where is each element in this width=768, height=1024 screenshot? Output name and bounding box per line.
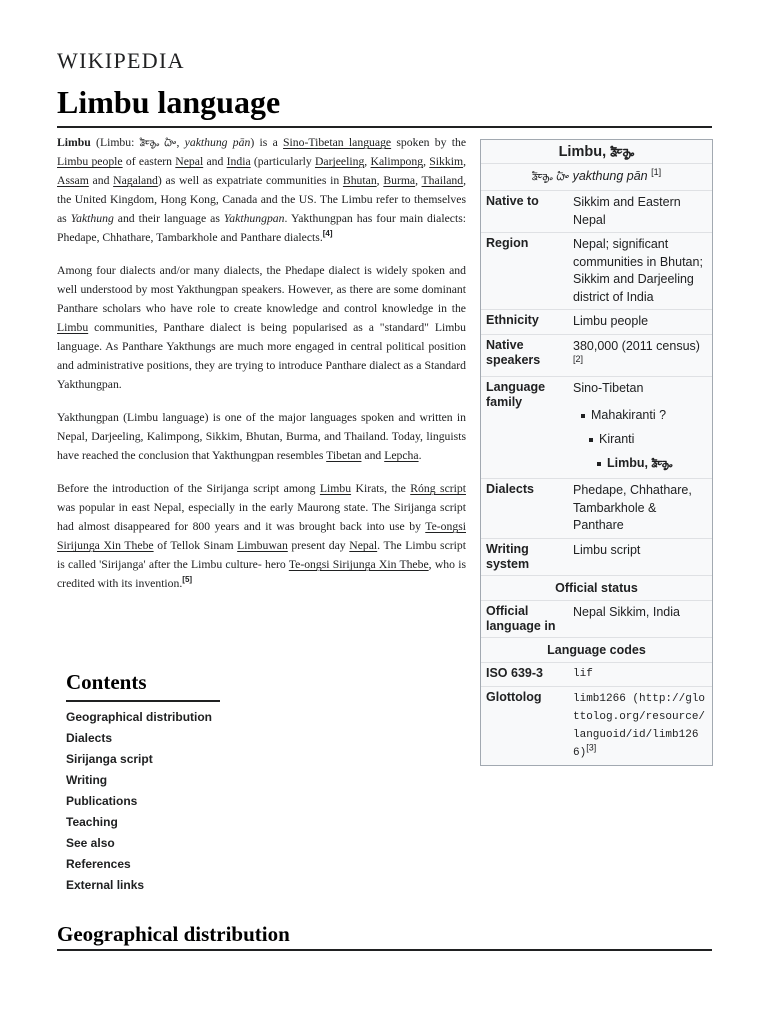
link-darjeeling[interactable]: Darjeeling bbox=[314, 155, 365, 168]
link-lepcha[interactable]: Lepcha bbox=[384, 449, 419, 462]
infobox-title: Limbu, ᤕᤠᤰᤌᤢᤱ bbox=[481, 140, 712, 164]
infobox-row-ethnicity: Ethnicity Limbu people bbox=[481, 310, 712, 335]
link-te-ongsi-sirijunga[interactable]: Te-ongsi Sirijunga Xin Thebe bbox=[57, 520, 466, 552]
toc-item[interactable]: Writing bbox=[66, 773, 108, 787]
family-tree-item: Limbu, ᤕᤠᤰᤌᤢᤱ bbox=[597, 451, 708, 475]
link-nepal[interactable]: Nepal bbox=[175, 155, 204, 168]
toc-item[interactable]: Geographical distribution bbox=[66, 710, 213, 724]
link-kalimpong[interactable]: Kalimpong bbox=[370, 155, 424, 168]
link-limbuwan[interactable]: Limbuwan bbox=[237, 539, 288, 552]
toc-item[interactable]: References bbox=[66, 857, 131, 871]
family-tree bbox=[573, 403, 708, 475]
language-infobox bbox=[480, 139, 713, 766]
infobox-row-language-family: Language family Sino-Tibetan Mahakiranti ? Kiranti Limbu, ᤕᤠᤰᤌᤢᤱ bbox=[481, 377, 712, 480]
article-body bbox=[57, 133, 466, 607]
link-te-ongsi-sirijunga-2[interactable]: Te-ongsi Sirijunga Xin Thebe bbox=[288, 558, 429, 571]
link-tibetan[interactable]: Tibetan bbox=[326, 449, 362, 462]
toc-item[interactable]: Teaching bbox=[66, 815, 118, 829]
reference-3[interactable]: [3] bbox=[586, 742, 597, 753]
infobox-section-language-codes: Language codes bbox=[481, 638, 712, 663]
link-nepal-2[interactable]: Nepal bbox=[349, 539, 378, 552]
toc-item[interactable]: Dialects bbox=[66, 731, 113, 745]
family-tree-item[interactable]: Mahakiranti ? bbox=[581, 403, 708, 427]
infobox-section-official-status: Official status bbox=[481, 576, 712, 601]
infobox-native-name: ᤕᤠᤰᤌᤢᤱ ᤐᤠᤴ yakthung pān [1] bbox=[481, 164, 712, 191]
infobox-row-dialects: Dialects Phedape, Chhathare, Tambarkhole & Panthare bbox=[481, 479, 712, 539]
infobox-row-native-speakers: Native speakers 380,000 (2011 census)[2] bbox=[481, 335, 712, 377]
contents-heading: Contents bbox=[66, 670, 147, 694]
link-nagaland[interactable]: Nagaland bbox=[113, 174, 158, 187]
infobox-row-writing-system: Writing system Limbu script bbox=[481, 539, 712, 576]
infobox-row-official-language: Official language in Nepal Sikkim, India bbox=[481, 601, 712, 638]
link-sikkim[interactable]: Sikkim bbox=[429, 155, 464, 168]
link-rong-script[interactable]: Róng script bbox=[410, 482, 466, 495]
link-limbu[interactable]: Limbu bbox=[57, 321, 89, 334]
reference-1[interactable]: [1] bbox=[651, 166, 662, 177]
contents-divider bbox=[66, 700, 220, 702]
family-tree-item[interactable]: Kiranti bbox=[589, 427, 708, 451]
intro-paragraph-4: Before the introduction of the Sirijanga script among Limbu Kirats, the Róng script was popular in east Nepal, especially in the early Maurong state. The Sirijanga script had almost disappeared for 800 years and it was brought back into use by Te-ongsi Sirijunga Xin Thebe of Tellok Sinam Limbuwan present day Nepal. The Limbu script is called 'Sirijanga' after the Limbu culture- hero Te-ongsi Sirijunga Xin Thebe, who is credited with its invention.[5] bbox=[57, 482, 467, 590]
intro-paragraph-1: Limbu (Limbu: ᤕᤠᤰᤌᤢᤱ ᤐᤠᤴ, yakthung pān) is a Sino-Tibetan language spoken by the Limbu people of eastern Nepal and India (particularly Darjeeling, Kalimpong, Sikkim, Assam and Nagaland) as well as expatriate communities in Bhutan, Burma, Thailand, the United Kingdom, Hong Kong, Canada and the US. The Limbu refer to themselves as Yakthung and their language as Yakthungpan. Yakthungpan has four main dialects: Phedape, Chhathare, Tambarkhole and Panthare dialects.[4] bbox=[57, 136, 467, 244]
table-of-contents bbox=[66, 670, 316, 896]
link-burma[interactable]: Burma bbox=[383, 174, 416, 187]
intro-paragraph-3: Yakthungpan (Limbu language) is one of the major languages spoken and written in Nepal, Darjeeling, Kalimpong, Sikkim, Bhutan, Burma, and Thailand. Today, linguists have reached the conclusion that Yakthungpan resembles Tibetan and Lepcha. bbox=[57, 411, 466, 462]
section-heading-geographical-distribution: Geographical distribution bbox=[57, 922, 290, 946]
link-limbu-people[interactable]: Limbu people bbox=[57, 155, 123, 168]
link-assam[interactable]: Assam bbox=[57, 174, 89, 187]
infobox-row-native-to: Native to Sikkim and Eastern Nepal bbox=[481, 191, 712, 233]
intro-paragraph-2: Among four dialects and/or many dialects, the Phedape dialect is widely spoken and well understood by most Yakthungpan speakers. However, as there are some dominant Panthare scholars who have role to create knowledge and control knowledge in the Limbu communities, Panthare dialect is being popularised as a "standard" Limbu language. As Panthare Yakthungs are much more engaged in central political position and administrative positions, they are trying to introduce Panthare dialect as a Standard Yakthungpan. bbox=[57, 264, 466, 391]
link-bhutan[interactable]: Bhutan bbox=[342, 174, 377, 187]
wikipedia-wordmark[interactable]: WIKIPEDIA bbox=[57, 48, 185, 73]
title-divider bbox=[57, 126, 712, 128]
infobox-row-region: Region Nepal; significant communities in Bhutan; Sikkim and Darjeeling district of India bbox=[481, 233, 712, 310]
infobox-row-glottolog: Glottolog limb1266 (http://glottolog.org/resource/languoid/id/limb1266)[3] bbox=[486, 690, 706, 759]
toc-item[interactable]: See also bbox=[66, 836, 115, 850]
toc-item[interactable]: Publications bbox=[66, 794, 138, 808]
reference-2[interactable]: [2] bbox=[573, 353, 584, 364]
reference-4[interactable]: [4] bbox=[322, 229, 333, 239]
lead-term: Limbu bbox=[57, 136, 91, 149]
link-thailand[interactable]: Thailand bbox=[421, 174, 464, 187]
link-india[interactable]: India bbox=[226, 155, 251, 168]
page-title: Limbu language bbox=[57, 84, 281, 120]
section-divider bbox=[57, 949, 712, 951]
link-limbu-kirats[interactable]: Limbu bbox=[319, 482, 352, 495]
toc-item[interactable]: Sirijanga script bbox=[66, 752, 153, 766]
link-sino-tibetan-language[interactable]: Sino-Tibetan language bbox=[283, 136, 392, 149]
infobox-row-iso: ISO 639-3 lif bbox=[481, 663, 712, 688]
reference-5[interactable]: [5] bbox=[182, 575, 193, 585]
toc-item[interactable]: External links bbox=[66, 878, 145, 892]
